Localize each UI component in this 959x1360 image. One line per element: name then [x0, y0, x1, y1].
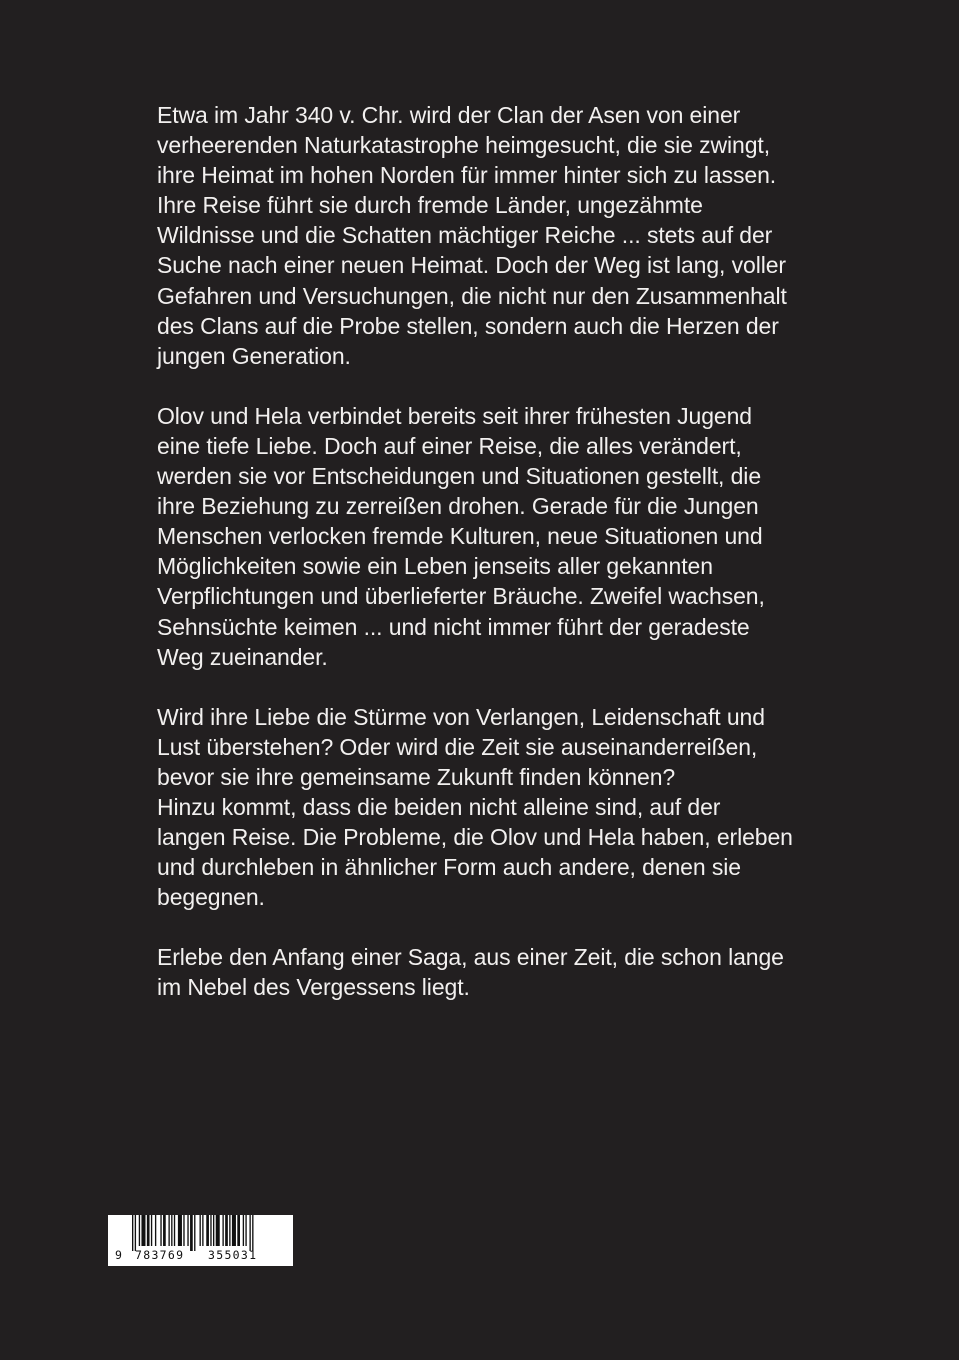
barcode-digit-first: 9	[115, 1248, 124, 1262]
text-line: Möglichkeiten sowie ein Leben jenseits aller gekannten	[157, 553, 713, 580]
blurb-paragraph-1	[157, 100, 857, 371]
barcode-bar	[206, 1215, 209, 1246]
text-line: Hinzu kommt, dass die beiden nicht alleine sind, auf der	[157, 793, 721, 820]
barcode-bar	[174, 1215, 175, 1246]
text-line: Suche nach einer neuen Heimat. Doch der Weg ist lang, voller	[157, 252, 786, 279]
text-line: Olov und Hela verbindet bereits seit ihrer frühesten Jugend	[157, 402, 752, 429]
blurb-paragraph-4	[157, 942, 857, 1002]
text-line: und durchleben in ähnlicher Form auch andere, denen sie	[157, 854, 741, 881]
barcode-bar	[171, 1215, 172, 1246]
barcode-bar	[229, 1215, 230, 1246]
text-line: begegnen.	[157, 884, 265, 911]
barcode-bar	[183, 1215, 184, 1246]
text-line: Lust überstehen? Oder wird die Zeit sie auseinanderreißen,	[157, 733, 758, 760]
text-line: Weg zueinander.	[157, 643, 328, 670]
text-line: werden sie vor Entscheidungen und Situationen gestellt, die	[157, 463, 762, 490]
barcode-bar	[210, 1215, 211, 1246]
barcode-bar	[163, 1215, 166, 1246]
barcode-bar	[243, 1215, 244, 1246]
barcode-digits-left: 783769	[135, 1248, 185, 1262]
barcode-bar	[141, 1215, 145, 1246]
text-line: bevor sie ihre gemeinsame Zukunft finden können?	[157, 763, 676, 790]
barcode-bar	[155, 1215, 156, 1246]
text-line: Etwa im Jahr 340 v. Chr. wird der Clan der Asen von einer	[157, 102, 741, 128]
text-line: ihre Heimat im hohen Norden für immer hinter sich zu lassen.	[157, 162, 777, 189]
text-line: jungen Generation.	[157, 342, 351, 369]
barcode-bar	[187, 1215, 188, 1246]
text-line: Ihre Reise führt sie durch fremde Länder, ungezähmte	[157, 192, 703, 219]
text-line: Erlebe den Anfang einer Saga, aus einer Zeit, die schon lange	[157, 944, 784, 971]
barcode-bar	[160, 1215, 161, 1246]
barcode-bar	[200, 1215, 201, 1246]
barcode-bar	[237, 1215, 240, 1246]
barcode-bar	[232, 1215, 236, 1246]
barcode-digits-right: 355031	[208, 1248, 258, 1262]
barcode-bar	[178, 1215, 182, 1246]
isbn-barcode	[108, 1215, 293, 1266]
text-line: des Clans auf die Probe stellen, sondern auch die Herzen der	[157, 312, 779, 339]
barcode-bar	[139, 1215, 140, 1246]
barcode-bar	[202, 1215, 203, 1246]
barcode-bar	[245, 1215, 246, 1246]
barcode-bar	[132, 1215, 133, 1251]
text-line: Wird ihre Liebe die Stürme von Verlangen, Leidenschaft und	[157, 703, 765, 730]
text-line: verheerenden Naturkatastrophe heimgesucht, die sie zwingt,	[157, 132, 770, 159]
barcode-bar	[135, 1215, 136, 1251]
text-line: im Nebel des Vergessens liegt.	[157, 974, 470, 1001]
text-line: Menschen verlocken fremde Kulturen, neue Situationen und	[157, 523, 763, 550]
barcode-bar	[168, 1215, 169, 1246]
back-cover-blurb	[157, 100, 857, 1033]
text-line: Gefahren und Versuchungen, die nicht nur den Zusammenhalt	[157, 282, 787, 309]
barcode-bar	[216, 1215, 220, 1246]
barcode-bar	[147, 1215, 150, 1246]
barcode-bar	[252, 1215, 253, 1251]
barcode-bar	[190, 1215, 193, 1251]
text-line: Wildnisse und die Schatten mächtiger Reiche ... stets auf der	[157, 222, 773, 249]
text-line: ihre Beziehung zu zerreißen drohen. Gerade für die Jungen	[157, 493, 759, 520]
barcode-bar	[194, 1215, 195, 1251]
text-line: langen Reise. Die Probleme, die Olov und Hela haben, erleben	[157, 824, 793, 851]
barcode-bar	[213, 1215, 214, 1246]
barcode-bar	[249, 1215, 250, 1251]
barcode-bar	[222, 1215, 223, 1246]
blurb-paragraph-3	[157, 702, 857, 913]
text-line: Verpflichtungen und überlieferter Bräuche. Zweifel wachsen,	[157, 583, 765, 610]
text-line: Sehnsüchte keimen ... und nicht immer führt der geradeste	[157, 613, 750, 640]
barcode-bar	[225, 1215, 228, 1246]
blurb-paragraph-2	[157, 401, 857, 672]
text-line: eine tiefe Liebe. Doch auf einer Reise, die alles verändert,	[157, 432, 742, 459]
barcode-bar	[151, 1215, 152, 1246]
